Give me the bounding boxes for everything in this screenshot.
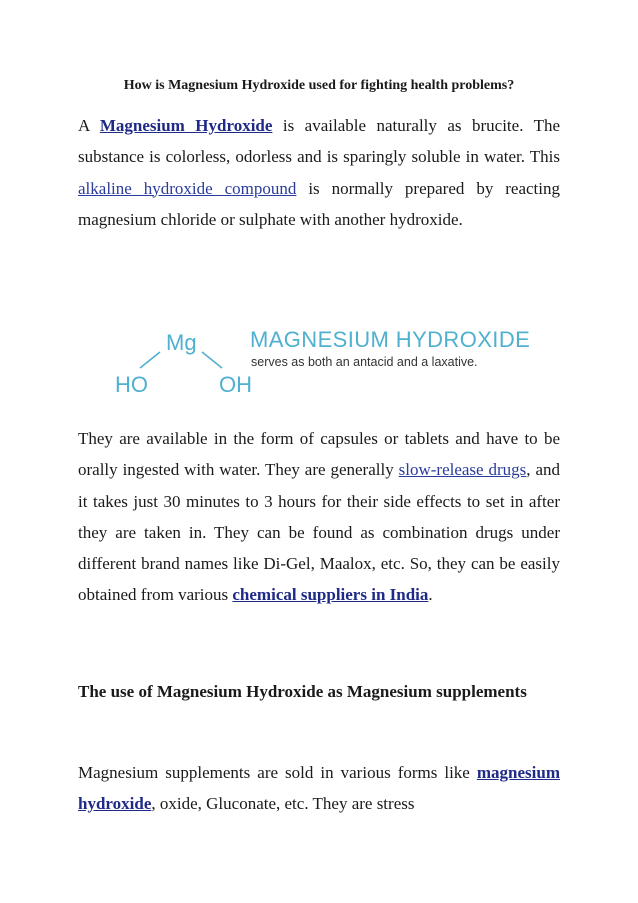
availability-text-1: They are available in the form of capsules or tablets and have to be orally ingested with water. They are generally bbox=[78, 429, 560, 480]
figure-subtitle: serves as both an antacid and a laxative. bbox=[251, 355, 478, 369]
availability-text-3: . bbox=[428, 585, 433, 605]
supplements-text-2: , oxide, Gluconate, etc. They are stress bbox=[151, 794, 415, 814]
figure-title: MAGNESIUM HYDROXIDE bbox=[250, 327, 531, 352]
atom-ho: HO bbox=[115, 372, 148, 397]
molecule-structure-diagram bbox=[100, 324, 260, 402]
magnesium-hydroxide-figure bbox=[100, 324, 530, 402]
section-heading-supplements: The use of Magnesium Hydroxide as Magnesium supplements bbox=[78, 682, 527, 701]
link-slow-release-drugs[interactable]: slow-release drugs bbox=[398, 460, 527, 480]
intro-text-1: A bbox=[78, 116, 100, 135]
paragraph-supplements bbox=[78, 757, 560, 820]
intro-text-3: is normally prepared by reacting magnesium chloride or sulphate with another hydroxide. bbox=[78, 178, 560, 229]
link-alkaline-hydroxide-compound[interactable]: alkaline hydroxide compound bbox=[78, 178, 297, 198]
intro-text-2: is available naturally as brucite. The substance is colorless, odorless and is sparingly soluble in water. This bbox=[78, 116, 561, 167]
section-question-heading: How is Magnesium Hydroxide used for fighting health problems? bbox=[123, 78, 515, 93]
paragraph-intro bbox=[78, 110, 560, 235]
paragraph-availability bbox=[78, 423, 560, 611]
atom-oh: OH bbox=[219, 372, 252, 397]
link-magnesium-hydroxide-2[interactable]: magnesium hydroxide bbox=[78, 763, 560, 814]
availability-text-2: , and it takes just 30 minutes to 3 hours for their side effects to set in after they are taken in. They can be found as combination drugs under different brand names like Di-Gel, Maalox, etc. So, they can be easily obtained from various bbox=[78, 460, 560, 605]
bond-left bbox=[140, 352, 160, 368]
bond-right bbox=[202, 352, 222, 368]
link-magnesium-hydroxide[interactable]: Magnesium Hydroxide bbox=[99, 116, 273, 135]
atom-mg: Mg bbox=[166, 330, 197, 355]
supplements-text-1: Magnesium supplements are sold in various forms like bbox=[78, 763, 477, 782]
link-chemical-suppliers-india[interactable]: chemical suppliers in India bbox=[232, 585, 429, 605]
